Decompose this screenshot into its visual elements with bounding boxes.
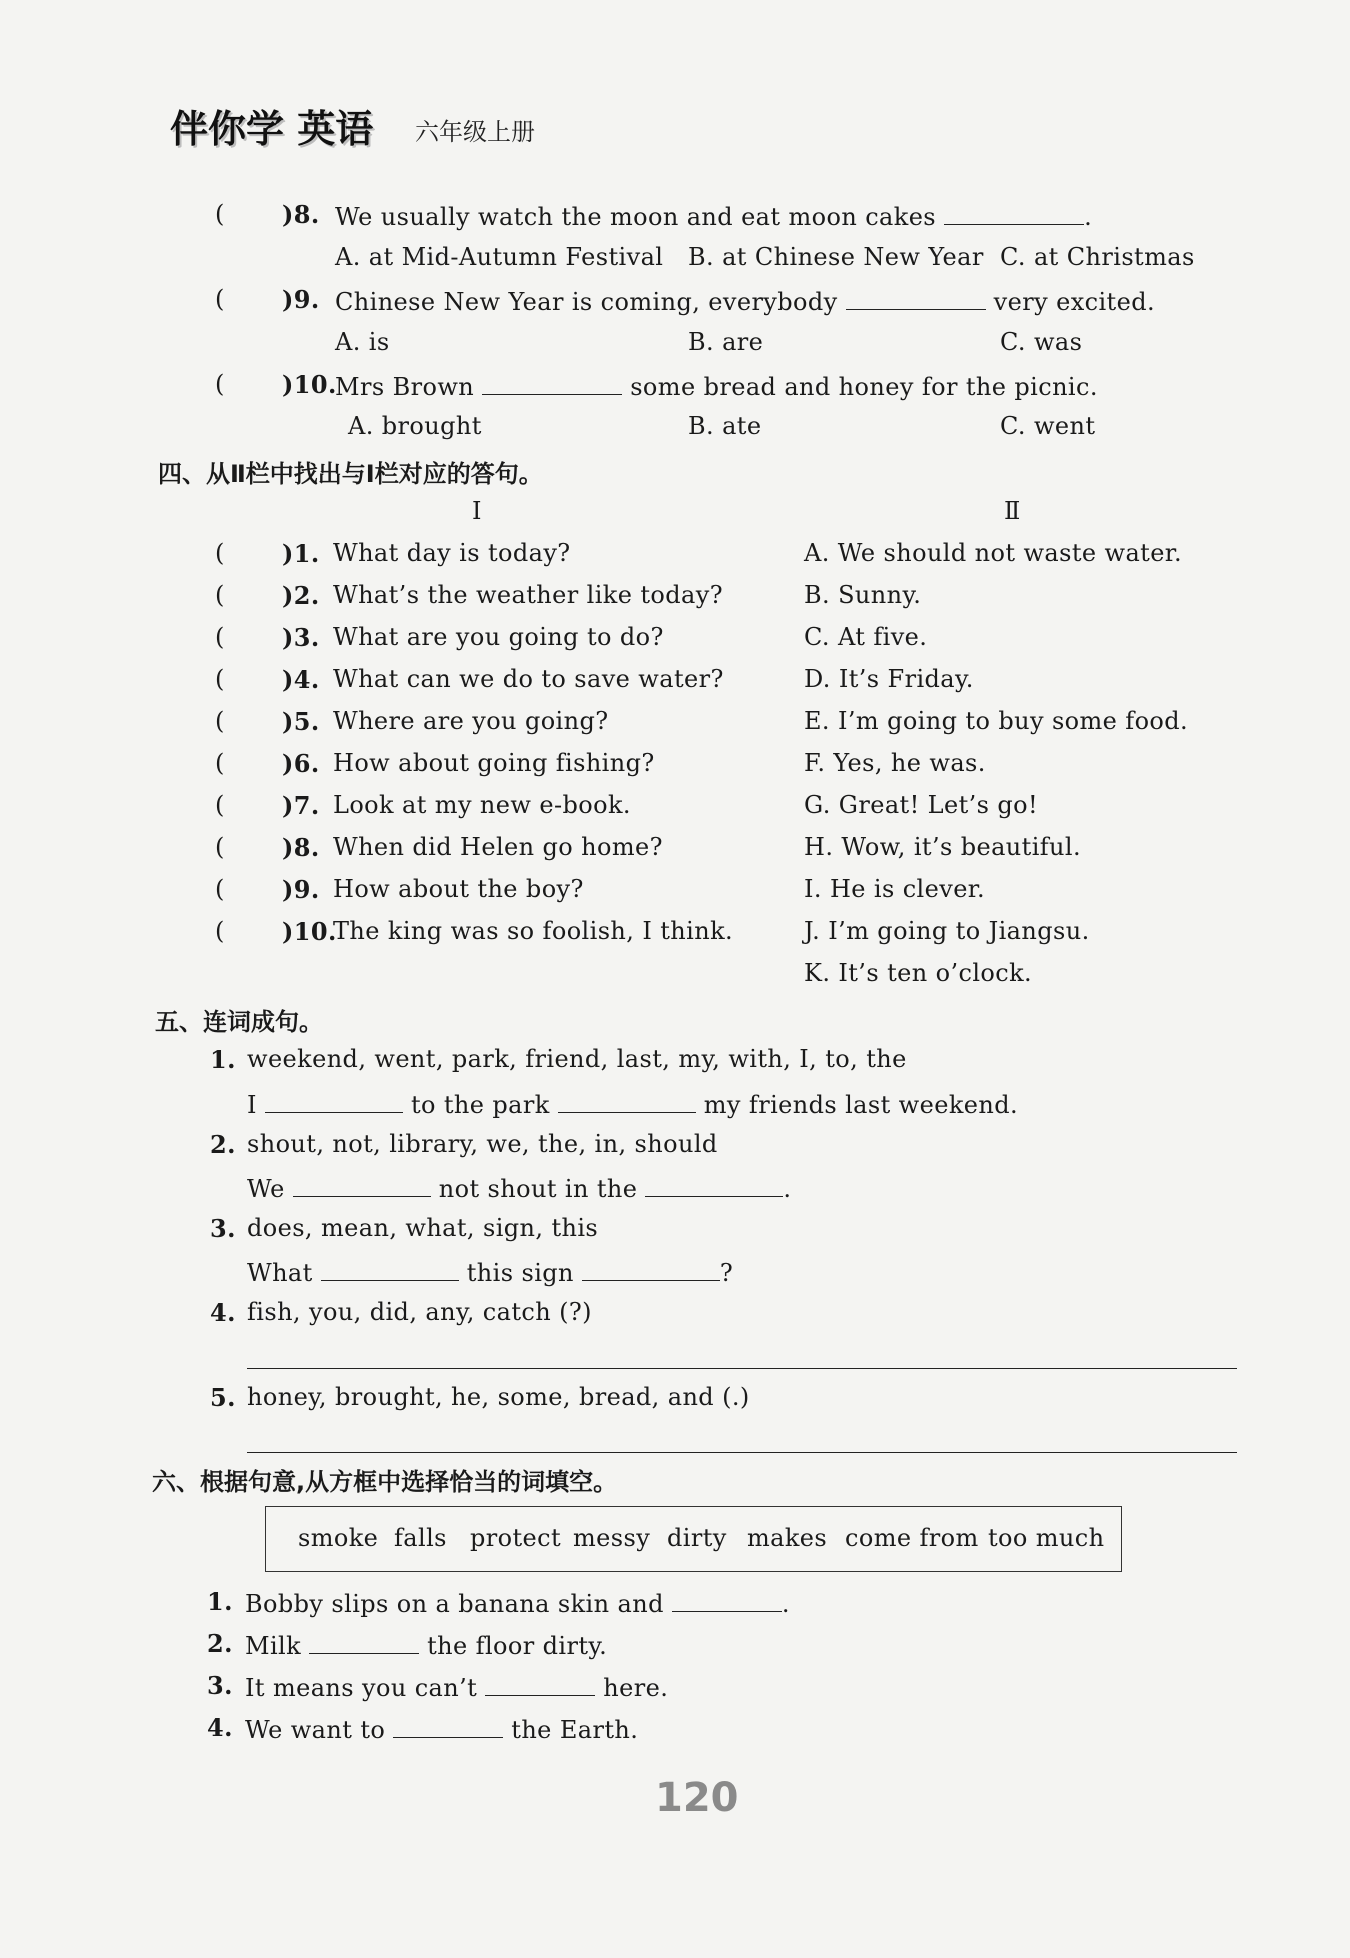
question-number: )7. xyxy=(282,791,320,820)
answer-blank[interactable] xyxy=(482,370,622,395)
question-text: It means you can’t here. xyxy=(245,1671,668,1702)
answer-blank[interactable] xyxy=(309,1629,419,1654)
question-text: Chinese New Year is coming, everybody very excited. xyxy=(335,285,1155,316)
question-text: When did Helen go home? xyxy=(333,833,663,861)
answer-option: F. Yes, he was. xyxy=(804,749,986,777)
column-header-1: Ⅰ xyxy=(472,497,482,525)
question-text: Where are you going? xyxy=(333,707,609,735)
question-number: )3. xyxy=(282,623,320,652)
question-number: )8. xyxy=(282,833,320,862)
question-number: 3. xyxy=(210,1214,236,1243)
question-number: 5. xyxy=(210,1383,236,1412)
column-header-2: Ⅱ xyxy=(1004,497,1021,525)
word-list: honey, brought, he, some, bread, and (.) xyxy=(247,1383,750,1411)
word-list: does, mean, what, sign, this xyxy=(247,1214,599,1242)
question-number: )6. xyxy=(282,749,320,778)
answer-option: K. It’s ten o’clock. xyxy=(804,959,1033,987)
question-number: )10. xyxy=(282,370,337,399)
answer-line[interactable] xyxy=(247,1452,1237,1453)
word-list: shout, not, library, we, the, in, should xyxy=(247,1130,718,1158)
option-c: C. went xyxy=(1000,412,1096,440)
question-number: 3. xyxy=(207,1671,233,1700)
question-text: What can we do to save water? xyxy=(333,665,724,693)
word-list: weekend, went, park, friend, last, my, with, I, to, the xyxy=(247,1045,907,1073)
option-b: B. at Chinese New Year xyxy=(688,243,984,271)
answer-paren[interactable]: ( xyxy=(215,875,225,903)
question-text: Milk the floor dirty. xyxy=(245,1629,607,1660)
answer-paren: ( xyxy=(215,370,225,398)
question-text: Mrs Brown some bread and honey for the picnic. xyxy=(335,370,1098,401)
answer-blank[interactable] xyxy=(321,1256,459,1281)
word-bank-item: dirty xyxy=(667,1524,727,1552)
question-number: )8. xyxy=(282,200,320,229)
answer-option: J. I’m going to Jiangsu. xyxy=(804,917,1090,945)
answer-paren[interactable]: ( xyxy=(215,665,225,693)
answer-blank[interactable] xyxy=(645,1172,783,1197)
question-number: 4. xyxy=(210,1298,236,1327)
word-bank-item: makes xyxy=(747,1524,828,1552)
question-number: )4. xyxy=(282,665,320,694)
book-grade: 六年级上册 xyxy=(415,118,535,146)
question-number: )9. xyxy=(282,875,320,904)
answer-blank[interactable] xyxy=(672,1587,782,1612)
sentence-frame: What this sign ? xyxy=(247,1256,733,1287)
word-list: fish, you, did, any, catch (?) xyxy=(247,1298,592,1326)
answer-option: G. Great! Let’s go! xyxy=(804,791,1039,819)
answer-paren[interactable]: ( xyxy=(215,707,225,735)
answer-paren[interactable]: ( xyxy=(215,917,225,945)
answer-paren[interactable]: ( xyxy=(215,539,225,567)
question-text: The king was so foolish, I think. xyxy=(333,917,734,945)
answer-blank[interactable] xyxy=(265,1088,403,1113)
answer-option: I. He is clever. xyxy=(804,875,986,903)
answer-blank[interactable] xyxy=(393,1713,503,1738)
sentence-frame: I to the park my friends last weekend. xyxy=(247,1088,1018,1119)
sentence-frame: We not shout in the . xyxy=(247,1172,791,1203)
answer-blank[interactable] xyxy=(846,285,986,310)
answer-paren[interactable]: ( xyxy=(215,749,225,777)
question-number: 1. xyxy=(210,1045,236,1074)
answer-paren: ( xyxy=(215,200,225,228)
answer-option: C. At five. xyxy=(804,623,928,651)
answer-paren[interactable]: ( xyxy=(215,623,225,651)
option-b: B. ate xyxy=(688,412,762,440)
question-number: )1. xyxy=(282,539,320,568)
question-text: Bobby slips on a banana skin and . xyxy=(245,1587,790,1618)
question-number: 4. xyxy=(207,1713,233,1742)
word-bank-item: protect xyxy=(470,1524,562,1552)
answer-option: A. We should not waste water. xyxy=(804,539,1183,567)
section-title: 四、从Ⅱ栏中找出与Ⅰ栏对应的答句。 xyxy=(158,460,543,488)
question-text: How about going fishing? xyxy=(333,749,655,777)
option-c: C. was xyxy=(1000,328,1083,356)
question-number: 1. xyxy=(207,1587,233,1616)
question-number: )9. xyxy=(282,285,320,314)
section-title: 六、根据句意,从方框中选择恰当的词填空。 xyxy=(152,1468,618,1496)
option-a: A. at Mid-Autumn Festival xyxy=(335,243,664,271)
question-text: How about the boy? xyxy=(333,875,584,903)
answer-option: D. It’s Friday. xyxy=(804,665,974,693)
answer-blank[interactable] xyxy=(582,1256,720,1281)
question-number: 2. xyxy=(210,1130,236,1159)
question-number: )5. xyxy=(282,707,320,736)
question-text: What are you going to do? xyxy=(333,623,664,651)
answer-paren[interactable]: ( xyxy=(215,833,225,861)
answer-option: B. Sunny. xyxy=(804,581,922,609)
answer-paren[interactable]: ( xyxy=(215,791,225,819)
page-number: 120 xyxy=(655,1775,739,1821)
answer-paren[interactable]: ( xyxy=(215,581,225,609)
word-bank-item: come from xyxy=(845,1524,979,1552)
question-number: )2. xyxy=(282,581,320,610)
answer-blank[interactable] xyxy=(293,1172,431,1197)
option-a: A. brought xyxy=(348,412,482,440)
question-text: We want to the Earth. xyxy=(245,1713,638,1744)
answer-paren: ( xyxy=(215,285,225,313)
section-title: 五、连词成句。 xyxy=(155,1008,323,1036)
word-bank-item: smoke xyxy=(298,1524,379,1552)
answer-blank[interactable] xyxy=(558,1088,696,1113)
word-bank-item: too much xyxy=(988,1524,1105,1552)
answer-option: E. I’m going to buy some food. xyxy=(804,707,1189,735)
book-brand: 伴你学 英语 xyxy=(170,107,374,151)
question-text: What’s the weather like today? xyxy=(333,581,723,609)
word-bank-item: messy xyxy=(573,1524,651,1552)
answer-blank[interactable] xyxy=(944,200,1084,225)
answer-line[interactable] xyxy=(247,1368,1237,1369)
question-number: )10. xyxy=(282,917,337,946)
answer-option: H. Wow, it’s beautiful. xyxy=(804,833,1082,861)
answer-blank[interactable] xyxy=(485,1671,595,1696)
word-bank-item: falls xyxy=(394,1524,447,1552)
option-a: A. is xyxy=(335,328,390,356)
question-number: 2. xyxy=(207,1629,233,1658)
option-b: B. are xyxy=(688,328,764,356)
question-text: We usually watch the moon and eat moon cakes . xyxy=(335,200,1092,231)
option-c: C. at Christmas xyxy=(1000,243,1195,271)
question-text: Look at my new e-book. xyxy=(333,791,631,819)
question-text: What day is today? xyxy=(333,539,571,567)
